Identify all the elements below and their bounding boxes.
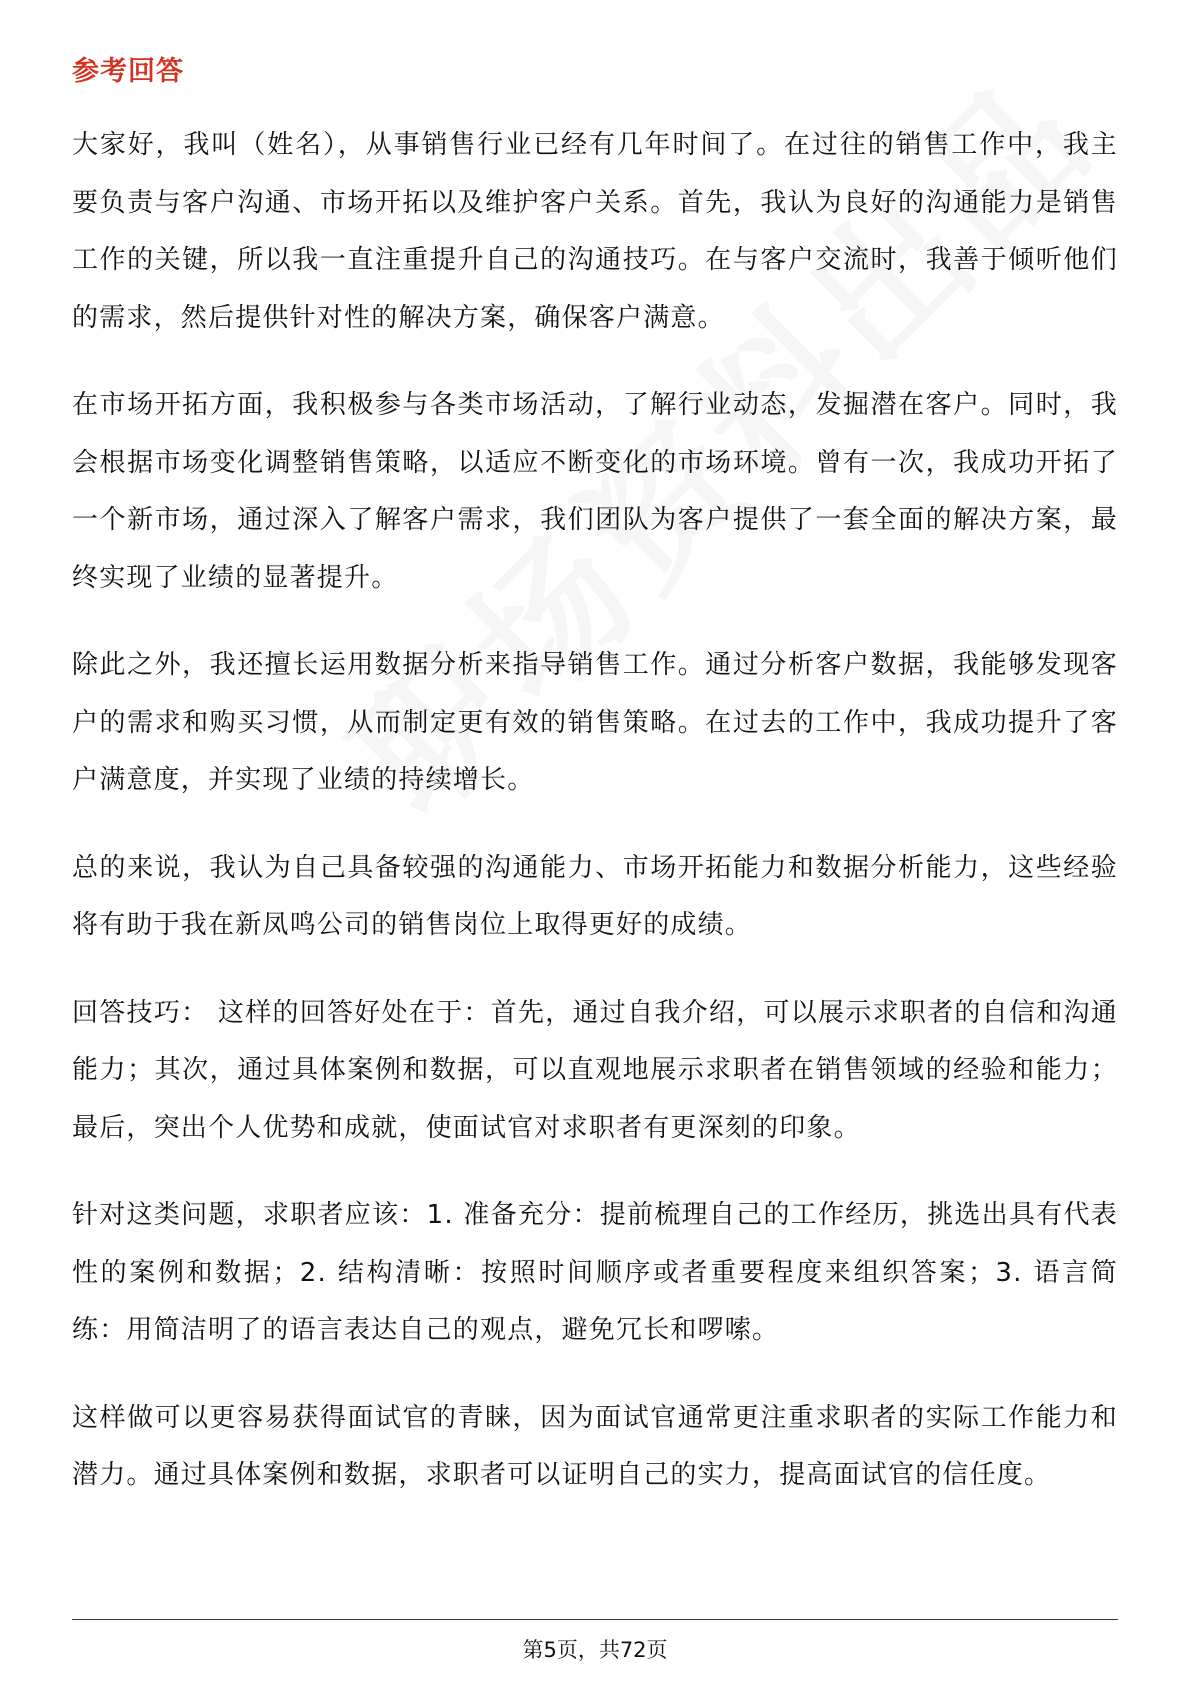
answer-body: [72, 117, 1118, 1535]
paragraph-market: 在市场开拓方面，我积极参与各类市场活动，了解行业动态，发掘潜在客户。同时，我会根据市场变化调整销售策略，以适应不断变化的市场环境。曾有一次，我成功开拓了一个新市场，通过深入了解客户需求，我们团队为客户提供了一套全面的解决方案，最终实现了业绩的显著提升。: [72, 390, 1118, 593]
paragraph-data-analysis: 除此之外，我还擅长运用数据分析来指导销售工作。通过分析客户数据，我能够发现客户的需求和购买习惯，从而制定更有效的销售策略。在过去的工作中，我成功提升了客户满意度，并实现了业绩的持续增长。: [72, 650, 1118, 795]
paragraph-intro: 大家好，我叫（姓名），从事销售行业已经有几年时间了。在过往的销售工作中，我主要负责与客户沟通、市场开拓以及维护客户关系。首先，我认为良好的沟通能力是销售工作的关键，所以我一直注重提升自己的沟通技巧。在与客户交流时，我善于倾听他们的需求，然后提供针对性的解决方案，确保客户满意。: [72, 130, 1118, 333]
paragraph-tips: 回答技巧： 这样的回答好处在于：首先，通过自我介绍，可以展示求职者的自信和沟通能力；其次，通过具体案例和数据，可以直观地展示求职者在销售领域的经验和能力；最后，突出个人优势和成就，使面试官对求职者有更深刻的印象。: [72, 997, 1118, 1143]
footer-divider: [72, 1619, 1118, 1620]
page-number: 第5页，共72页: [522, 1638, 668, 1662]
paragraph-summary: 总的来说，我认为自己具备较强的沟通能力、市场开拓能力和数据分析能力，这些经验将有助于我在新凤鸣公司的销售岗位上取得更好的成绩。: [72, 852, 1118, 940]
paragraph-advice: 针对这类问题，求职者应该：1. 准备充分：提前梳理自己的工作经历，挑选出具有代表性的案例和数据；2. 结构清晰：按照时间顺序或者重要程度来组织答案；3. 语言简练：用简洁明了的语言表达自己的观点，避免冗长和啰嗦。: [72, 1200, 1118, 1345]
section-heading: 参考回答: [72, 56, 184, 87]
paragraph-conclusion: 这样做可以更容易获得面试官的青睐，因为面试官通常更注重求职者的实际工作能力和潜力。通过具体案例和数据，求职者可以证明自己的实力，提高面试官的信任度。: [72, 1402, 1118, 1490]
